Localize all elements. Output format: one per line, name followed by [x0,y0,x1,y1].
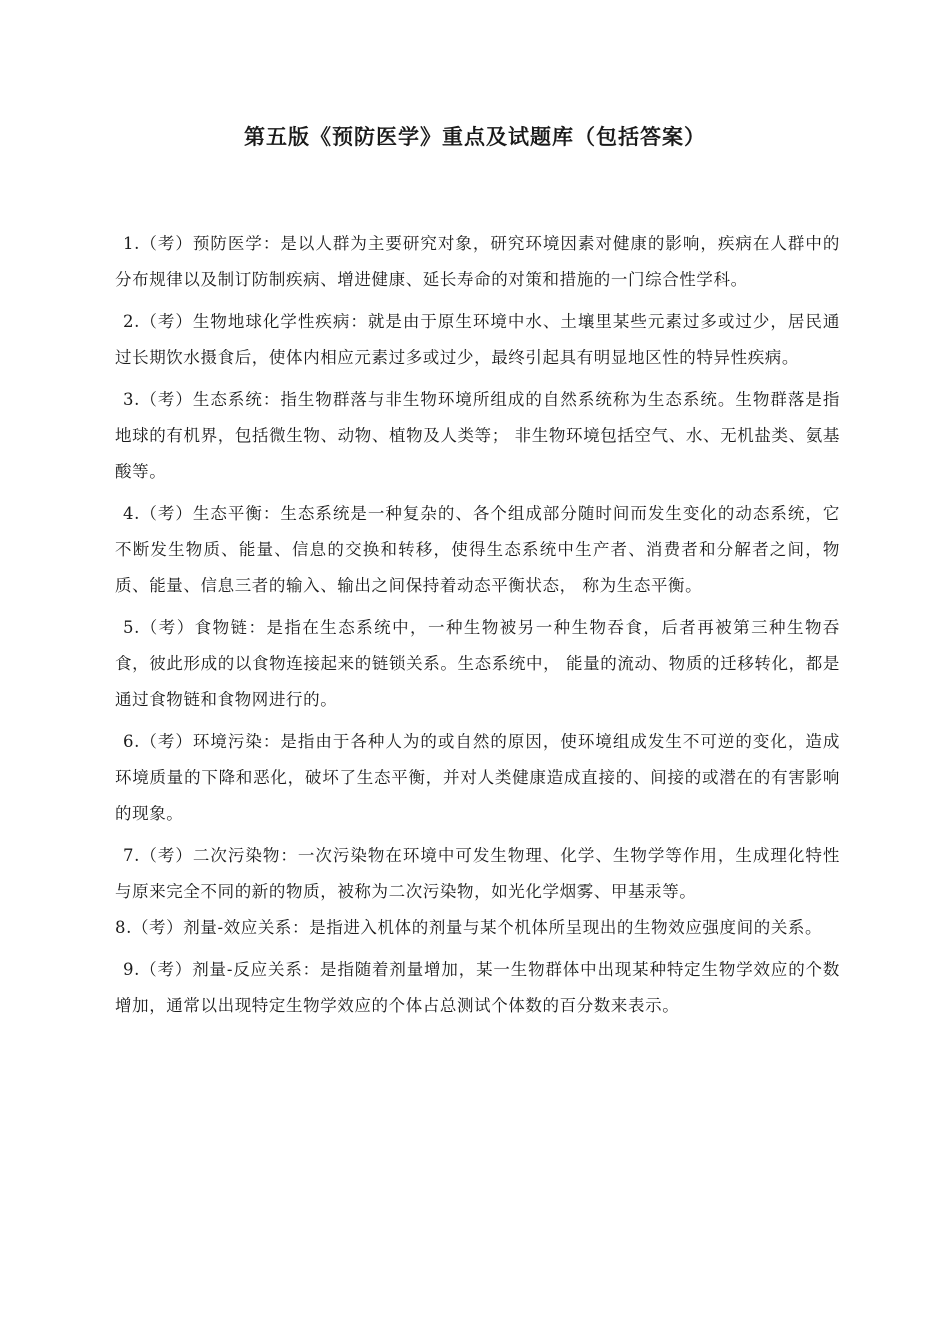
paragraph-item-3: 3.（考）生态系统：指生物群落与非生物环境所组成的自然系统称为生态系统。生物群落是指地球的有机界，包括微生物、动物、植物及人类等； 非生物环境包括空气、水、无机盐类、氨基酸等。 [115,390,840,481]
paragraph-item-1: 1.（考）预防医学：是以人群为主要研究对象，研究环境因素对健康的影响，疾病在人群中的分布规律以及制订防制疾病、增进健康、延长寿命的对策和措施的一门综合性学科。 [115,234,840,289]
document-body [115,226,840,1030]
paragraph-item-9: 9.（考）剂量-反应关系：是指随着剂量增加，某一生物群体中出现某种特定生物学效应的个数增加，通常以出现特定生物学效应的个体占总测试个体数的百分数来表示。 [115,960,840,1015]
paragraph-item-4: 4.（考）生态平衡：生态系统是一种复杂的、各个组成部分随时间而发生变化的动态系统，它不断发生物质、能量、信息的交换和转移，使得生态系统中生产者、消费者和分解者之间，物质、能量、信息三者的输入、输出之间保持着动态平衡状态， 称为生态平衡。 [115,504,840,595]
document-title: 第五版《预防医学》重点及试题库（包括答案） [244,125,706,149]
paragraph-item-8: 8.（考）剂量-效应关系：是指进入机体的剂量与某个机体所呈现出的生物效应强度间的关系。 [115,918,823,937]
paragraph-item-6: 6.（考）环境污染：是指由于各种人为的或自然的原因，使环境组成发生不可逆的变化，造成环境质量的下降和恶化，破坏了生态平衡，并对人类健康造成直接的、间接的或潜在的有害影响的现象。 [115,732,840,823]
paragraph-item-7: 7.（考）二次污染物：一次污染物在环境中可发生物理、化学、生物学等作用，生成理化特性与原来完全不同的新的物质，被称为二次污染物，如光化学烟雾、甲基汞等。 [115,846,840,901]
paragraph-item-5: 5.（考）食物链：是指在生态系统中，一种生物被另一种生物吞食，后者再被第三种生物吞食，彼此形成的以食物连接起来的链锁关系。生态系统中， 能量的流动、物质的迁移转化，都是通过食物链和食物网进行的。 [115,618,840,709]
paragraph-item-2: 2.（考）生物地球化学性疾病：就是由于原生环境中水、土壤里某些元素过多或过少，居民通过长期饮水摄食后，使体内相应元素过多或过少，最终引起具有明显地区性的特异性疾病。 [115,312,840,367]
